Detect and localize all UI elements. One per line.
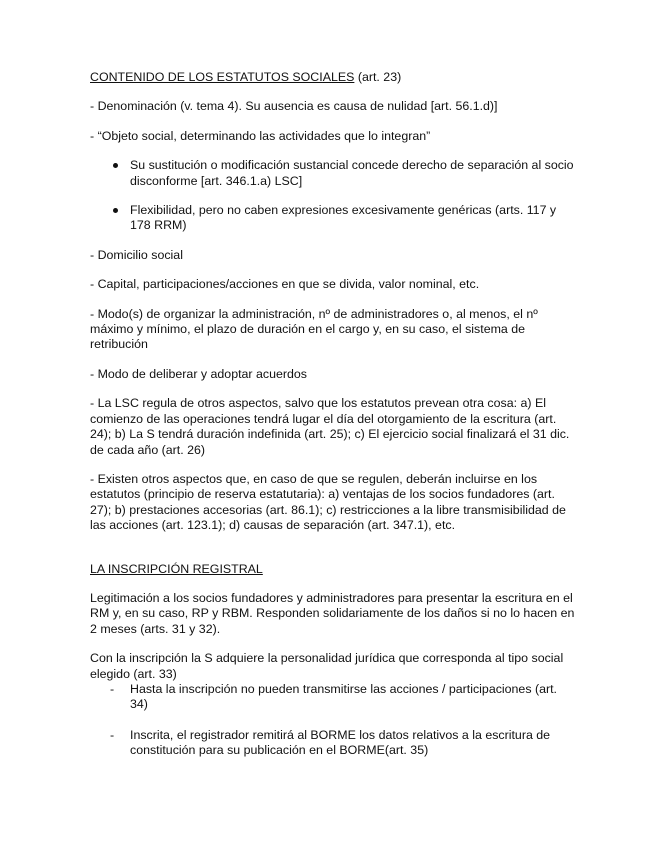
paragraph-objeto-social: - “Objeto social, determinando las actividades que lo integran” xyxy=(90,128,431,143)
dash-item-text: Inscrita, el registrador remitirá al BORME los datos relativos a la escritura de constitución para su publicación en el BORME(art. 35) xyxy=(130,727,551,758)
paragraph-lsc-aspectos: - La LSC regula de otros aspectos, salvo que los estatutos prevean otra cosa: a) El comienzo de las operaciones tendrá lugar el día del otorgamiento de la escritura (art. 24); b) La S tendrá duración indefinida (art. 25); c) El ejercicio social finalizará el 31 dic. de cada año (art. 26) xyxy=(90,396,570,457)
paragraph-administracion: - Modo(s) de organizar la administración, nº de administradores o, al menos, el nº máximo y mínimo, el plazo de duración en el cargo y, en su caso, el sistema de retribución xyxy=(90,306,538,352)
paragraph-capital: - Capital, participaciones/acciones en que se divida, valor nominal, etc. xyxy=(90,277,480,292)
bullet-item: Su sustitución o modificación sustancial concede derecho de separación al socio disconforme [art. 346.1.a) LSC] xyxy=(90,158,576,189)
paragraph-denominacion: - Denominación (v. tema 4). Su ausencia es causa de nulidad [art. 56.1.d)] xyxy=(90,99,498,114)
section-heading-estatutos xyxy=(90,70,576,85)
section-heading-inscripcion xyxy=(90,562,576,577)
paragraph-personalidad-juridica: Con la inscripción la S adquiere la personalidad jurídica que corresponda al tipo social elegido (art. 33) xyxy=(90,651,564,681)
document-page xyxy=(90,70,576,759)
heading-title: CONTENIDO DE LOS ESTATUTOS SOCIALES xyxy=(90,70,355,84)
dash-marker: - xyxy=(110,727,115,742)
paragraph-acuerdos: - Modo de deliberar y adoptar acuerdos xyxy=(90,366,307,381)
paragraph-legitimacion: Legitimación a los socios fundadores y administradores para presentar la escritura en el RM y, en su caso, RP y RBM. Responden solidariamente de los daños si no lo hacen en 2 meses (arts. 31 y 32). xyxy=(90,590,575,636)
dash-marker: - xyxy=(110,681,115,696)
dash-item xyxy=(90,728,576,759)
dash-item-text: Hasta la inscripción no pueden transmitirse las acciones / participaciones (art. 34) xyxy=(130,681,557,712)
bullet-list-objeto-social xyxy=(90,158,576,234)
paragraph-domicilio: - Domicilio social xyxy=(90,247,183,262)
bullet-item: Flexibilidad, pero no caben expresiones excesivamente genéricas (arts. 117 y 178 RRM) xyxy=(90,203,576,234)
dash-list-inscripcion xyxy=(90,682,576,759)
heading-title: LA INSCRIPCIÓN REGISTRAL xyxy=(90,561,263,576)
dash-item xyxy=(90,682,576,713)
paragraph-reserva-estatutaria: - Existen otros aspectos que, en caso de que se regulen, deberán incluirse en los estatutos (principio de reserva estatutaria): a) ventajas de los socios fundadores (art. 27); b) prestaciones accesorias (art. 86.1); c) restricciones a la libre transmisibilidad de las acciones (art. 123.1); d) causas de separación (art. 347.1), etc. xyxy=(90,471,566,533)
heading-article-ref: (art. 23) xyxy=(354,70,402,84)
